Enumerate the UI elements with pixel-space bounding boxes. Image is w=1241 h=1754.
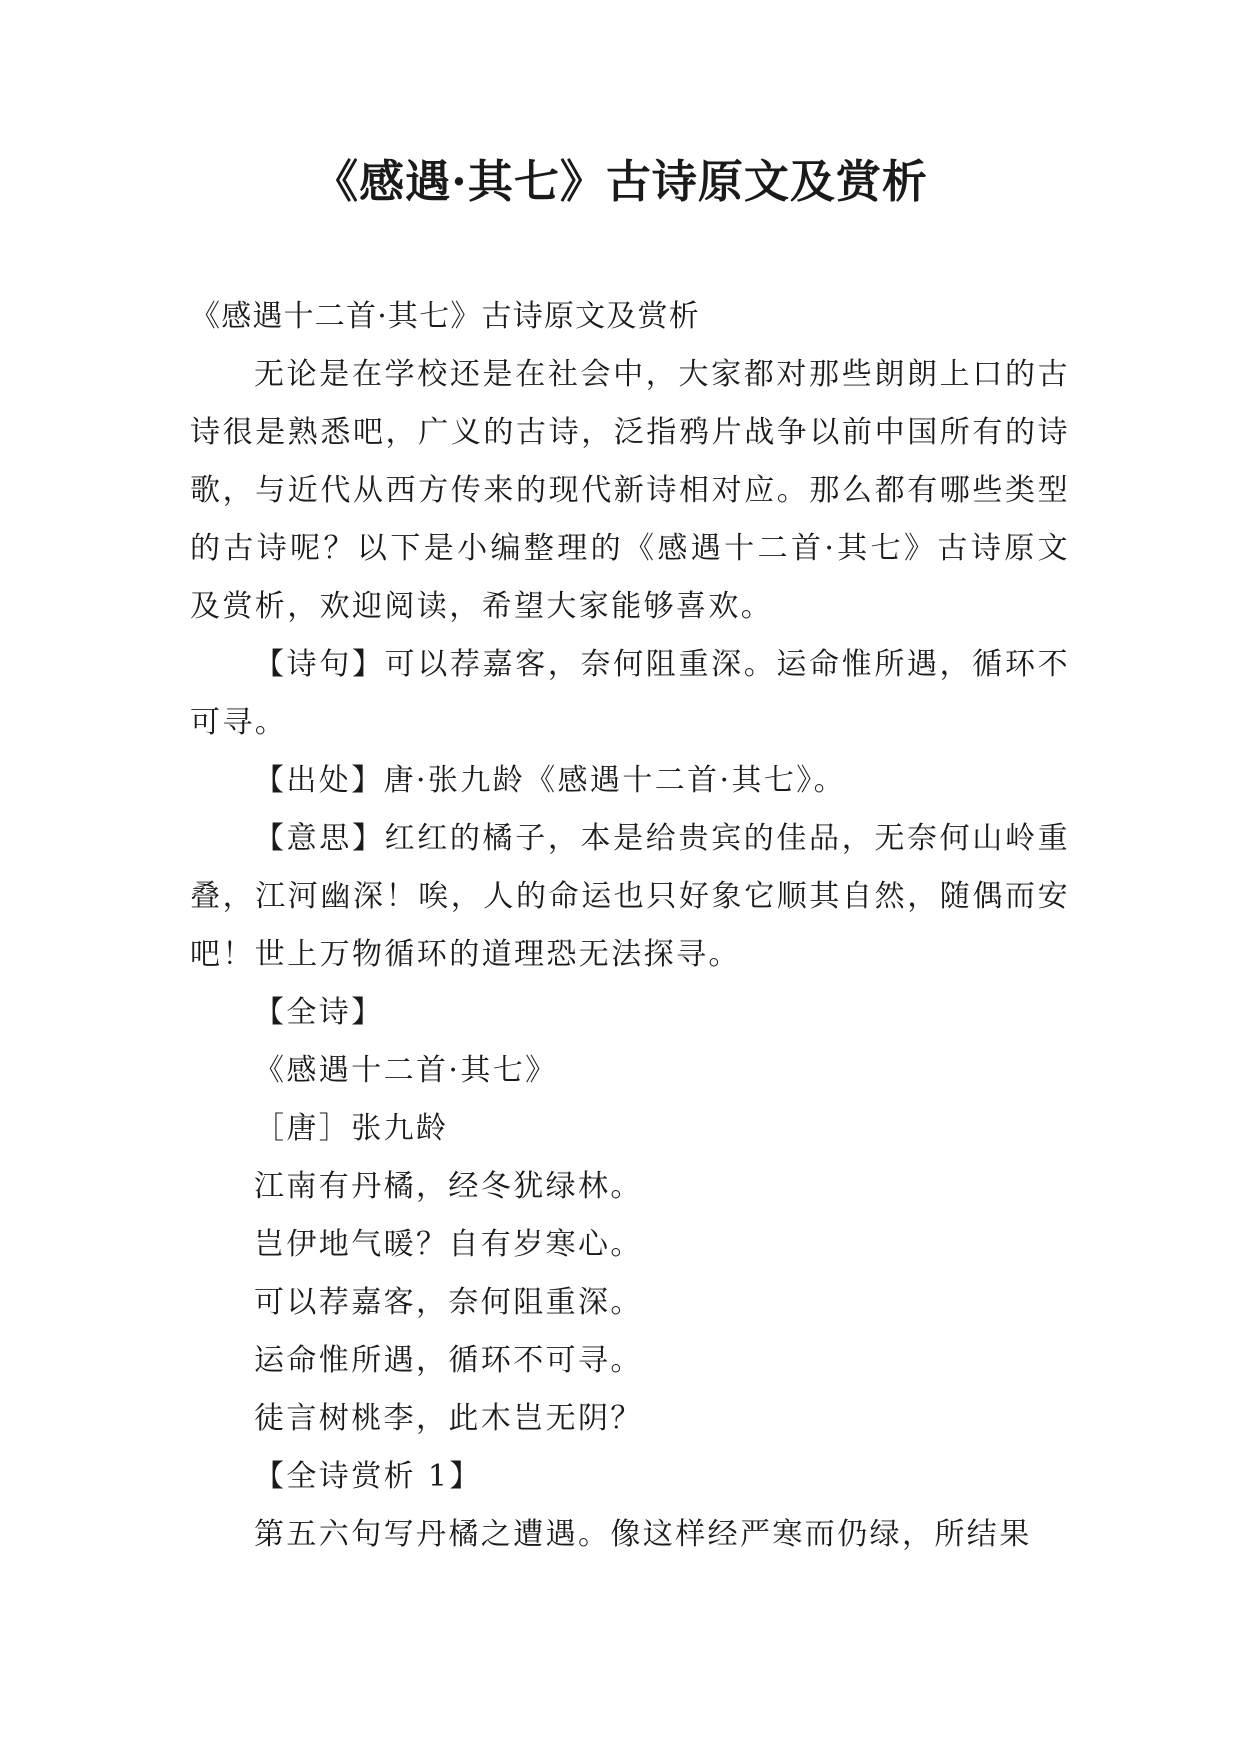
intro-paragraph: 无论是在学校还是在社会中，大家都对那些朗朗上口的古诗很是熟悉吧，广义的古诗，泛指鸦片战争以前中国所有的诗歌，与近代从西方传来的现代新诗相对应。那么都有哪些类型的古诗呢？以下是小编整理的《感遇十二首·其七》古诗原文及赏析，欢迎阅读，希望大家能够喜欢。	[190, 357, 1070, 624]
full-poem-heading: 【全诗】	[254, 995, 384, 1030]
document-body	[190, 288, 1070, 1564]
poem-line: 可以荐嘉客，奈何阻重深。	[254, 1285, 643, 1320]
poem-line: 江南有丹橘，经冬犹绿林。	[254, 1169, 643, 1204]
page-title: 《感遇·其七》古诗原文及赏析	[313, 155, 928, 208]
poem-line: 岂伊地气暖？自有岁寒心。	[254, 1227, 643, 1262]
source-paragraph: 【出处】唐·张九龄《感遇十二首·其七》。	[254, 763, 847, 798]
analysis-heading: 【全诗赏析 1】	[254, 1459, 482, 1494]
poem-author: ［唐］张九龄	[254, 1111, 449, 1146]
subtitle: 《感遇十二首·其七》古诗原文及赏析	[190, 299, 700, 334]
poem-line: 运命惟所遇，循环不可寻。	[254, 1343, 643, 1378]
analysis-paragraph: 第五六句写丹橘之遭遇。像这样经严寒而仍绿，所结果	[254, 1517, 1032, 1552]
meaning-paragraph: 【意思】红红的橘子，本是给贵宾的佳品，无奈何山岭重叠，江河幽深！唉，人的命运也只好象它顺其自然，随偶而安吧！世上万物循环的道理恐无法探寻。	[190, 821, 1070, 972]
poem-line: 徒言树桃李，此木岂无阴？	[254, 1401, 643, 1436]
poem-title: 《感遇十二首·其七》	[254, 1053, 558, 1088]
verse-paragraph: 【诗句】可以荐嘉客，奈何阻重深。运命惟所遇，循环不可寻。	[190, 647, 1070, 740]
